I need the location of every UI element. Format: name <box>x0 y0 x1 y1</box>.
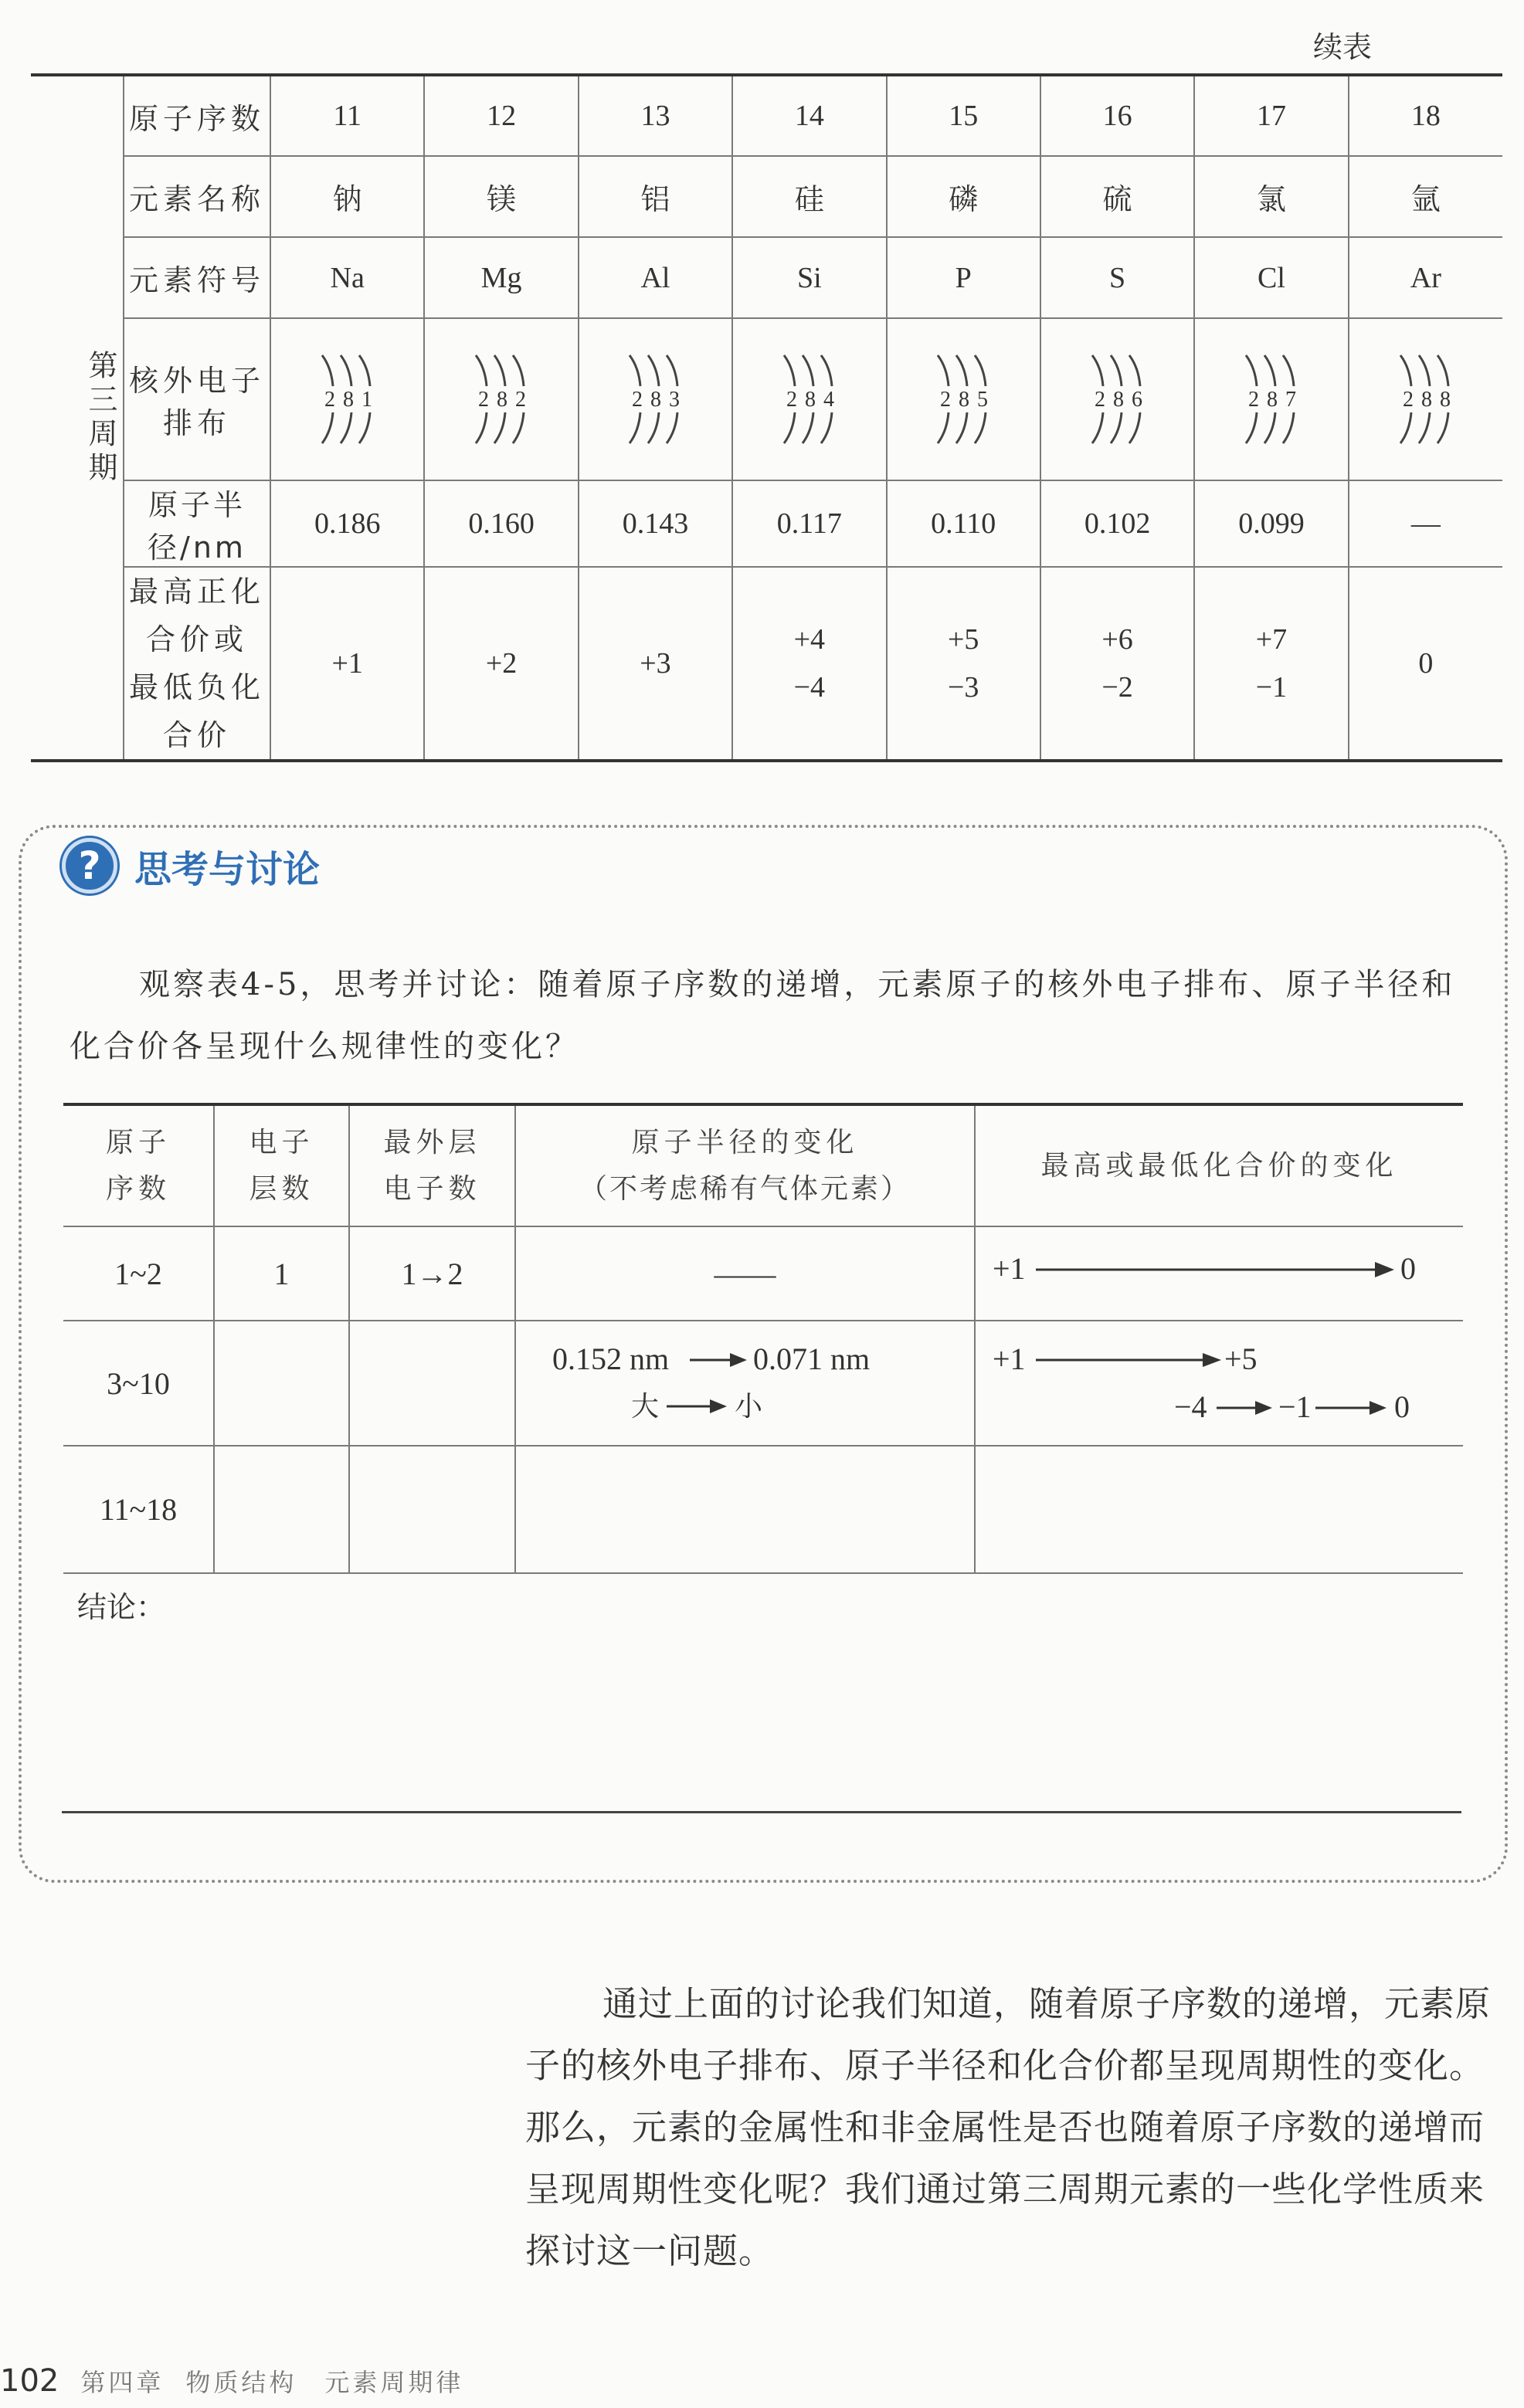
shell-electron-count: 2 <box>324 388 335 412</box>
shell-arc-upper <box>648 355 659 386</box>
electron-shell-diagram <box>759 341 860 457</box>
shell-electron-count: 4 <box>823 388 834 412</box>
shell-arc-lower <box>341 412 351 443</box>
cell-radius-16: 0.102 <box>1040 480 1194 567</box>
cell-symbol-15: P <box>887 237 1040 318</box>
cell-symbol-12: Mg <box>424 237 578 318</box>
obs-row-11-18 <box>63 1446 1463 1573</box>
obs-header-outer <box>349 1104 515 1226</box>
observation-table <box>63 1103 1463 1574</box>
header-atomic-number: 原子序数 <box>124 75 270 156</box>
shell-electron-count: 8 <box>959 388 970 412</box>
cell-number-17: 17 <box>1194 75 1348 156</box>
header-valence-line2: 最低负化合价 <box>128 670 265 752</box>
shell-arc-lower <box>1283 412 1294 443</box>
shell-electron-count: 2 <box>632 388 643 412</box>
cell-valence-16 <box>1040 567 1194 761</box>
row-electron-config <box>31 318 1502 480</box>
shell-arc-upper <box>1419 355 1430 386</box>
shell-arc-upper <box>1092 355 1103 386</box>
valence-neg-start: −4 <box>1174 1389 1207 1424</box>
cell-name-18: 氩 <box>1349 156 1502 237</box>
valence-arrow-row1 <box>993 1246 1425 1293</box>
arrow-head <box>1370 1401 1387 1415</box>
shell-electron-count: 7 <box>1285 388 1296 412</box>
obs-header-row <box>63 1104 1463 1226</box>
shell-electron-count: 2 <box>515 388 527 412</box>
cell-symbol-11: Na <box>270 237 424 318</box>
row-element-symbol <box>31 237 1502 318</box>
page-footer <box>0 2363 463 2399</box>
cell-number-12: 12 <box>424 75 578 156</box>
shell-arc-upper <box>1246 355 1257 386</box>
discussion-heading <box>62 838 320 894</box>
chapter-topic: 物质结构 元素周期律 <box>185 2368 464 2397</box>
arrow-head <box>710 1399 727 1413</box>
cell-valence-14 <box>732 567 886 761</box>
shell-electron-count: 8 <box>1420 388 1432 412</box>
cell-shell-17 <box>1194 318 1348 480</box>
cell-radius-15: 0.110 <box>887 480 1040 567</box>
body-paragraph: 通过上面的讨论我们知道，随着原子序数的递增，元素原子的核外电子排布、原子半径和化合价都呈现周期性的变化。那么，元素的金属性和非金属性是否也随着原子序数的递增而呈现周期性变化呢？我们通过第三周期元素的一些化学性质来探讨这一问题。 <box>525 1983 1492 2271</box>
shell-arc-lower <box>938 412 949 443</box>
valence-low: −1 <box>1255 671 1288 704</box>
shell-arc-lower <box>1400 412 1411 443</box>
cell-number-13: 13 <box>579 75 732 156</box>
shell-arc-lower <box>784 412 795 443</box>
question-icon: ? <box>62 838 117 894</box>
valence-neg-mid: −1 <box>1278 1389 1312 1424</box>
cell-number-11: 11 <box>270 75 424 156</box>
shell-arc-upper <box>1129 355 1140 386</box>
obs-header-layers <box>214 1104 349 1226</box>
cell-valence-13 <box>579 567 732 761</box>
cell-symbol-17: Cl <box>1194 237 1348 318</box>
obs-outer <box>349 1321 515 1446</box>
cell-shell-13 <box>579 318 732 480</box>
cell-valence-18 <box>1349 567 1502 761</box>
arrow-head <box>1203 1353 1221 1367</box>
cell-name-14: 硅 <box>732 156 886 237</box>
shell-arc-upper <box>803 355 813 386</box>
valence-high: +5 <box>947 623 979 656</box>
cell-valence-11 <box>270 567 424 761</box>
valence-low: −4 <box>793 671 826 704</box>
cell-name-15: 磷 <box>887 156 1040 237</box>
shell-arc-upper <box>630 355 640 386</box>
cell-symbol-18: Ar <box>1349 237 1502 318</box>
valence-end: +5 <box>1224 1341 1258 1376</box>
cell-number-18: 18 <box>1349 75 1502 156</box>
obs-range: 1~2 <box>63 1226 214 1321</box>
shell-arc-upper <box>359 355 370 386</box>
shell-arc-lower <box>476 412 487 443</box>
period-label-cell <box>31 75 124 761</box>
cell-shell-15 <box>887 318 1040 480</box>
valence-high: +7 <box>1255 623 1288 656</box>
obs-header-outer-b: 电子数 <box>383 1172 481 1205</box>
electron-shell-diagram <box>451 341 552 457</box>
shell-electron-count: 8 <box>804 388 816 412</box>
shell-electron-count: 2 <box>1402 388 1414 412</box>
valence-start: +1 <box>993 1251 1026 1286</box>
header-element-symbol: 元素符号 <box>124 237 270 318</box>
valence-low: −2 <box>1101 671 1133 704</box>
cell-valence-17 <box>1194 567 1348 761</box>
valence-end: 0 <box>1400 1251 1416 1286</box>
arrow-head <box>1375 1262 1394 1277</box>
shell-arc-lower <box>956 412 967 443</box>
header-atomic-radius: 原子半径/nm <box>124 480 270 567</box>
arrow-head <box>1255 1401 1272 1415</box>
cell-valence-12 <box>424 567 578 761</box>
chapter-label: 第四章 <box>80 2368 165 2397</box>
cell-number-16: 16 <box>1040 75 1194 156</box>
obs-range: 3~10 <box>63 1321 214 1446</box>
arrow-head <box>730 1353 747 1367</box>
header-element-name: 元素名称 <box>124 156 270 237</box>
cell-symbol-16: S <box>1040 237 1194 318</box>
obs-row-1-2 <box>63 1226 1463 1321</box>
header-valence <box>124 567 270 761</box>
valence-low: −3 <box>947 671 979 704</box>
cell-name-13: 铝 <box>579 156 732 237</box>
shell-arc-upper <box>1283 355 1294 386</box>
valence-high: +4 <box>793 623 826 656</box>
obs-valence <box>975 1226 1463 1321</box>
shell-electron-count: 2 <box>1247 388 1259 412</box>
valence-high: +1 <box>331 647 363 680</box>
valence-neg-end: 0 <box>1394 1389 1410 1424</box>
shell-arc-lower <box>821 412 832 443</box>
cell-radius-14: 0.117 <box>732 480 886 567</box>
obs-radius: —— <box>515 1226 975 1321</box>
shell-arc-upper <box>938 355 949 386</box>
discussion-prompt-line1: 观察表4-5，思考并讨论：随着原子序数的递增，元素原子的核外电子排布、原 <box>139 967 1320 1002</box>
shell-electron-count: 5 <box>977 388 989 412</box>
shell-electron-count: 8 <box>650 388 662 412</box>
cell-name-16: 硫 <box>1040 156 1194 237</box>
shell-arc-upper <box>975 355 986 386</box>
header-valence-line1: 最高正化合价或 <box>128 575 265 656</box>
page-number: 102 <box>0 2363 59 2399</box>
obs-valence <box>975 1321 1463 1446</box>
obs-range: 11~18 <box>63 1446 214 1573</box>
shell-electron-count: 8 <box>1439 388 1451 412</box>
shell-arc-lower <box>1437 412 1448 443</box>
period-three-table <box>31 73 1502 762</box>
shell-arc-upper <box>1264 355 1275 386</box>
obs-row-3-10 <box>63 1321 1463 1446</box>
shell-arc-lower <box>513 412 524 443</box>
cell-shell-11 <box>270 318 424 480</box>
valence-high: +3 <box>640 647 671 680</box>
cell-number-15: 15 <box>887 75 1040 156</box>
valence-high: 0 <box>1418 647 1434 680</box>
shell-arc-upper <box>956 355 967 386</box>
obs-radius <box>515 1446 975 1573</box>
electron-shell-diagram <box>1221 341 1322 457</box>
cell-radius-18: — <box>1349 480 1502 567</box>
valence-high: +2 <box>485 647 518 680</box>
shell-arc-lower <box>1264 412 1275 443</box>
cell-radius-13: 0.143 <box>579 480 732 567</box>
radius-to: 0.071 nm <box>752 1341 870 1376</box>
shell-arc-lower <box>1419 412 1430 443</box>
discussion-prompt-line2: 子半径和化合价各呈现什么规律性的变化？ <box>70 967 1456 1064</box>
conclusion-writing-line <box>62 1811 1461 1813</box>
shell-electron-count: 2 <box>478 388 490 412</box>
cell-name-12: 镁 <box>424 156 578 237</box>
shell-electron-count: 8 <box>342 388 354 412</box>
row-atomic-number <box>31 75 1502 156</box>
obs-header-radius-b: （不考虑稀有气体元素） <box>579 1172 911 1205</box>
cell-name-11: 钠 <box>270 156 424 237</box>
shell-arc-upper <box>667 355 677 386</box>
radius-change-arrows <box>545 1329 946 1430</box>
shell-electron-count: 8 <box>1112 388 1124 412</box>
cell-shell-18 <box>1349 318 1502 480</box>
shell-arc-upper <box>1111 355 1122 386</box>
obs-valence <box>975 1446 1463 1573</box>
shell-electron-count: 2 <box>786 388 797 412</box>
obs-outer <box>349 1446 515 1573</box>
shell-electron-count: 8 <box>1266 388 1278 412</box>
electron-shell-diagram <box>913 341 1013 457</box>
shell-arc-upper <box>322 355 333 386</box>
obs-header-valence: 最高或最低化合价的变化 <box>975 1104 1463 1226</box>
shell-electron-count: 1 <box>361 388 372 412</box>
shell-arc-upper <box>1400 355 1411 386</box>
shell-electron-count: 6 <box>1131 388 1142 412</box>
electron-shell-diagram <box>297 341 398 457</box>
cell-shell-14 <box>732 318 886 480</box>
electron-shell-diagram <box>1067 341 1168 457</box>
row-element-name <box>31 156 1502 237</box>
obs-outer: 1→2 <box>349 1226 515 1321</box>
shell-arc-lower <box>648 412 659 443</box>
shell-arc-upper <box>784 355 795 386</box>
obs-header-radius-a: 原子半径的变化 <box>631 1126 859 1158</box>
size-from: 大 <box>630 1391 659 1423</box>
shell-arc-upper <box>494 355 505 386</box>
obs-header-layers-b: 层数 <box>249 1172 314 1205</box>
obs-header-range <box>63 1104 214 1226</box>
cell-radius-12: 0.160 <box>424 480 578 567</box>
shell-electron-count: 2 <box>1094 388 1105 412</box>
cell-symbol-14: Si <box>732 237 886 318</box>
shell-electron-count: 2 <box>940 388 952 412</box>
shell-arc-upper <box>476 355 487 386</box>
electron-shell-diagram <box>605 341 705 457</box>
shell-electron-count: 3 <box>669 388 681 412</box>
obs-layers <box>214 1321 349 1446</box>
cell-shell-12 <box>424 318 578 480</box>
cell-number-14: 14 <box>732 75 886 156</box>
electron-shell-diagram <box>1376 341 1476 457</box>
shell-arc-lower <box>322 412 333 443</box>
obs-header-radius <box>515 1104 975 1226</box>
obs-layers <box>214 1446 349 1573</box>
shell-arc-lower <box>1129 412 1140 443</box>
obs-header-outer-a: 最外层 <box>383 1126 481 1158</box>
obs-header-layers-a: 电子 <box>249 1126 314 1158</box>
shell-arc-lower <box>1246 412 1257 443</box>
shell-arc-upper <box>1437 355 1448 386</box>
conclusion-label: 结论： <box>77 1590 166 1624</box>
size-to: 小 <box>734 1391 762 1423</box>
cell-radius-11: 0.186 <box>270 480 424 567</box>
discussion-prompt <box>70 954 1475 1077</box>
period-label: 第三周期 <box>83 350 117 486</box>
row-valence <box>31 567 1502 761</box>
shell-arc-lower <box>630 412 640 443</box>
continued-table-label: 续表 <box>1313 30 1373 64</box>
radius-from: 0.152 nm <box>552 1341 669 1376</box>
shell-arc-lower <box>803 412 813 443</box>
obs-header-range-a: 原子 <box>105 1126 171 1158</box>
discussion-title: 思考与讨论 <box>134 847 321 891</box>
shell-arc-lower <box>667 412 677 443</box>
header-electron-config: 核外电子排布 <box>124 318 270 480</box>
cell-radius-17: 0.099 <box>1194 480 1348 567</box>
valence-start: +1 <box>993 1341 1026 1376</box>
shell-electron-count: 8 <box>497 388 508 412</box>
shell-arc-lower <box>359 412 370 443</box>
valence-arrows-row2 <box>993 1329 1425 1430</box>
shell-arc-lower <box>494 412 505 443</box>
valence-high: +6 <box>1101 623 1133 656</box>
shell-arc-lower <box>1111 412 1122 443</box>
cell-name-17: 氯 <box>1194 156 1348 237</box>
obs-header-range-b: 序数 <box>105 1172 171 1205</box>
shell-arc-upper <box>513 355 524 386</box>
shell-arc-lower <box>975 412 986 443</box>
cell-symbol-13: Al <box>579 237 732 318</box>
cell-shell-16 <box>1040 318 1194 480</box>
shell-arc-upper <box>341 355 351 386</box>
cell-valence-15 <box>887 567 1040 761</box>
shell-arc-lower <box>1092 412 1103 443</box>
shell-arc-upper <box>821 355 832 386</box>
row-atomic-radius <box>31 480 1502 567</box>
obs-layers: 1 <box>214 1226 349 1321</box>
obs-radius <box>515 1321 975 1446</box>
